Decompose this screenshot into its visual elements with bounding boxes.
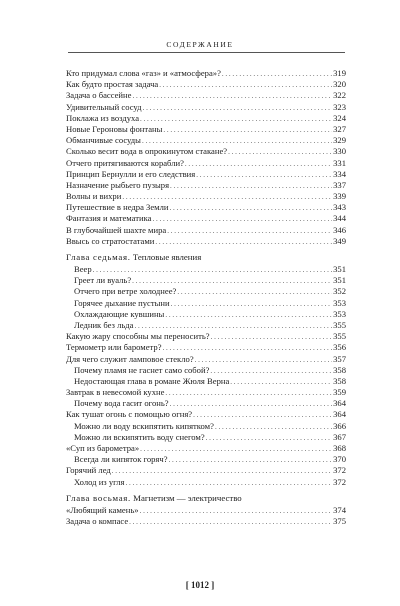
dot-leader [143,103,333,114]
toc-entry-title: Поклажа из воздуха [66,112,140,123]
dot-leader [215,422,332,433]
toc-entry-title: Ледник без льда [74,319,134,330]
toc-entry-page: 364 [333,398,346,409]
chapter-heading-8 [66,491,346,505]
toc-entry-page: 374 [333,504,346,515]
toc-entry-page: 323 [333,101,346,112]
toc-entry-title: Задача о бассейне [66,90,132,101]
toc-entry-page: 364 [333,409,346,420]
dot-leader [125,478,332,489]
toc-entry-page: 358 [333,364,346,375]
toc-entry-title: Какую жару способны мы переносить? [66,331,210,342]
dot-leader [170,203,333,214]
toc-entry-title: Почему пламя не гаснет само собой? [74,364,210,375]
page-number: [ 1012 ] [185,580,215,590]
toc-entry-page: 359 [333,387,346,398]
toc-entry-title: Всегда ли кипяток горяч? [74,454,168,465]
toc-entry-page: 330 [333,146,346,157]
toc-entry-title: Термометр или барометр? [66,342,162,353]
chapter-heading-7 [66,250,346,264]
dot-leader [195,355,332,366]
toc-entry[interactable] [66,516,346,527]
toc-entry-page: 349 [333,235,346,246]
toc-entry[interactable] [66,309,346,320]
toc-entry-page: 334 [333,168,346,179]
toc-entry-title: Для чего служит ламповое стекло? [66,353,194,364]
toc-entry[interactable] [66,180,346,191]
toc-entry[interactable] [66,432,346,443]
toc-entry[interactable] [66,477,346,488]
toc-entry[interactable] [66,102,346,113]
toc-entry-title: Греет ли вуаль? [74,275,132,286]
dot-leader [132,91,332,102]
toc-entry[interactable] [66,354,346,365]
toc-entry-page: 351 [333,275,346,286]
toc-entry-page: 355 [333,331,346,342]
toc-entry[interactable] [66,443,346,454]
toc-entry-page: 355 [333,319,346,330]
toc-entry[interactable] [66,365,346,376]
dot-leader [140,444,332,455]
dot-leader [163,125,332,136]
table-of-contents [66,68,346,527]
dot-leader [165,388,332,399]
toc-entry[interactable] [66,113,346,124]
toc-entry-title: Назначение рыбьего пузыря [66,179,170,190]
toc-section-1 [66,68,346,247]
toc-entry[interactable] [66,264,346,275]
chapter-name: Магнетизм — электричество [133,492,242,503]
toc-entry-title: Холод из угля [74,476,125,487]
toc-entry-page: 331 [333,157,346,168]
chapter-label: Глава седьмая. [66,252,131,262]
toc-entry-title: Волны и вихри [66,191,122,202]
toc-entry[interactable] [66,225,346,236]
toc-entry-title: Фантазия и математика [66,213,152,224]
toc-entry[interactable] [66,320,346,331]
toc-entry-title: «Любящий камень» [66,504,139,515]
toc-entry[interactable] [66,135,346,146]
toc-entry[interactable] [66,387,346,398]
toc-entry-page: 368 [333,443,346,453]
toc-entry[interactable] [66,421,346,432]
dot-leader [185,159,332,170]
toc-entry-title: Отчего при ветре холоднее? [74,286,177,297]
toc-entry-page: 320 [333,79,346,90]
toc-entry[interactable] [66,275,346,286]
toc-entry[interactable] [66,169,346,180]
toc-entry[interactable] [66,90,346,101]
toc-entry[interactable] [66,376,346,387]
toc-entry-title: Веер [74,264,92,274]
toc-entry-page: 370 [333,454,346,465]
toc-entry[interactable] [66,331,346,342]
toc-entry[interactable] [66,191,346,202]
toc-entry-title: Обманчивые сосуды [66,135,141,146]
chapter-label: Глава восьмая. [66,492,131,503]
toc-entry[interactable] [66,454,346,465]
dot-leader [211,332,333,343]
dot-leader [177,287,332,298]
dot-leader [193,410,332,421]
toc-entry-page: 329 [333,135,346,146]
toc-entry-page: 356 [333,342,346,353]
dot-leader [222,69,332,80]
toc-entry[interactable] [66,286,346,297]
dot-leader [196,170,332,181]
dot-leader [152,214,332,225]
toc-entry-page: 339 [333,191,346,202]
dot-leader [230,377,332,388]
toc-entry[interactable] [66,398,346,409]
toc-section-3 [66,505,346,527]
toc-entry-page: 372 [333,476,346,487]
toc-entry-title: Новые Героновы фонтаны [66,123,163,134]
toc-entry-title: Ввысь со стратостатами [66,235,155,246]
dot-leader [140,506,333,517]
dot-leader [155,237,332,248]
toc-entry-title: Как тушат огонь с помощью огня? [66,409,193,420]
toc-entry-title: Удивительный сосуд [66,101,142,112]
dot-leader [206,433,332,444]
toc-entry-title: Как будто простая задача [66,79,159,90]
chapter-name: Тепловые явления [132,252,202,262]
toc-entry-title: Можно ли вскипятить воду снегом? [74,431,205,442]
toc-entry-page: 353 [333,308,346,319]
toc-entry-page: 344 [333,213,346,224]
toc-entry-page: 322 [333,90,346,101]
toc-entry[interactable] [66,409,346,420]
toc-entry-title: Недостающая глава в романе Жюля Верна [74,375,230,386]
dot-leader [159,80,332,91]
toc-entry[interactable] [66,342,346,353]
toc-entry-title: Кто придумал слова «газ» и «атмосфера»? [66,68,221,78]
toc-entry[interactable] [66,146,346,157]
toc-entry-title: Охлаждающие кувшины [74,308,165,319]
toc-entry-title: Путешествие в недра Земли [66,202,169,213]
toc-entry-page: 351 [333,264,346,274]
toc-entry-title: Отчего притягиваются корабли? [66,157,184,168]
dot-leader [167,226,332,237]
dot-leader [140,114,332,125]
toc-entry-page: 337 [333,179,346,190]
toc-entry-title: «Суп из барометра» [66,443,140,453]
toc-entry-page: 357 [333,353,346,364]
toc-entry-title: Можно ли воду вскипятить кипятком? [74,420,214,431]
toc-entry[interactable] [66,465,346,476]
toc-entry[interactable] [66,213,346,224]
dot-leader [171,299,333,310]
running-header: СОДЕРЖАНИЕ [166,40,234,49]
toc-entry-page: 375 [333,515,346,526]
toc-entry-page: 319 [333,68,346,78]
toc-entry-title: Горячее дыхание пустыни [74,297,170,308]
dot-leader [170,399,333,410]
toc-entry-page: 372 [333,465,346,476]
toc-entry-page: 353 [333,297,346,308]
toc-entry-page: 327 [333,123,346,134]
toc-entry-page: 346 [333,224,346,235]
dot-leader [228,147,332,158]
toc-entry-title: В глубочайшей шахте мира [66,224,167,235]
toc-entry-title: Задача о компасе [66,515,129,526]
toc-entry-page: 366 [333,420,346,431]
dot-leader [165,310,332,321]
toc-entry[interactable] [66,202,346,213]
toc-entry-page: 352 [333,286,346,297]
dot-leader [170,181,332,192]
toc-entry-page: 367 [333,431,346,442]
dot-leader [112,466,332,477]
header-rule [68,52,345,53]
dot-leader [169,455,333,466]
toc-entry-title: Сколько весит вода в опрокинутом стакане? [66,146,228,157]
toc-section-2 [66,264,346,488]
toc-entry-title: Горячий лед [66,465,111,476]
toc-entry[interactable] [66,124,346,135]
toc-entry-title: Завтрак в невесомой кухне [66,387,165,398]
toc-entry-page: 324 [333,112,346,123]
toc-entry[interactable] [66,79,346,90]
toc-entry[interactable] [66,505,346,516]
toc-entry[interactable] [66,158,346,169]
toc-entry-title: Принцип Бернулли и его следствия [66,168,196,179]
toc-entry-page: 358 [333,375,346,386]
toc-entry[interactable] [66,236,346,247]
toc-entry-title: Почему вода гасит огонь? [74,398,169,409]
toc-entry[interactable] [66,68,346,79]
toc-entry[interactable] [66,298,346,309]
toc-entry-page: 343 [333,202,346,213]
dot-leader [129,517,332,528]
